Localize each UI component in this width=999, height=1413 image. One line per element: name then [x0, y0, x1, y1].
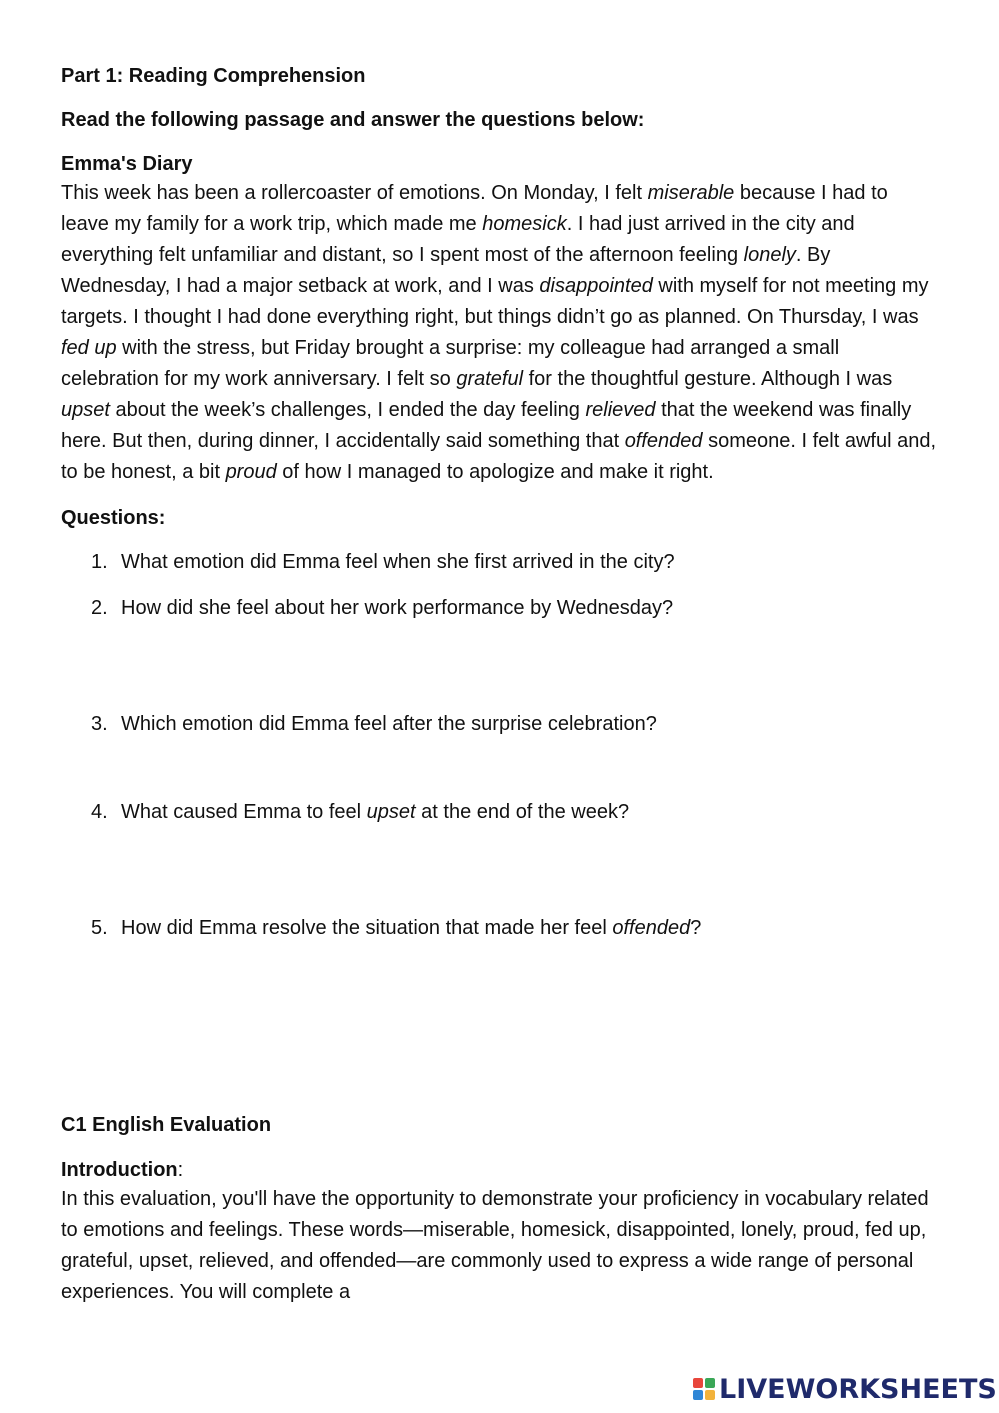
- emotion-word: proud: [225, 461, 277, 483]
- question-item: [61, 710, 941, 738]
- logo-square: [693, 1390, 703, 1400]
- emotion-word: homesick: [482, 213, 567, 235]
- text-run: of how I managed to apologize and make it right.: [276, 461, 714, 483]
- diary-passage: [61, 178, 941, 488]
- liveworksheets-logo: [693, 1373, 997, 1405]
- question-number: 2.: [91, 597, 108, 619]
- text-run: . By Wednesday, I had a major setback at work, and I was: [61, 244, 831, 297]
- text-run: What caused Emma to feel: [121, 801, 367, 823]
- emotion-word: fed up: [61, 337, 117, 359]
- text-run: about the week’s challenges, I ended the day feeling: [109, 399, 586, 421]
- question-item: [61, 594, 941, 622]
- question-item: [61, 798, 941, 826]
- emotion-word: grateful: [456, 368, 524, 390]
- emotion-word: miserable: [647, 182, 735, 204]
- text-run: at the end of the week?: [415, 801, 630, 823]
- text-run: Which emotion did Emma feel after the surprise celebration?: [121, 713, 657, 735]
- text-run: with myself for not meeting my targets. I thought I had done everything right, but things didn’t go as planned. On Thursday, I was: [61, 275, 929, 328]
- text-run: . I had just arrived in the city and everything felt unfamiliar and distant, so I spent most of the afternoon feeling: [61, 213, 855, 266]
- instruction: Read the following passage and answer the questions below:: [61, 109, 645, 131]
- evaluation-title: C1 English Evaluation: [61, 1114, 272, 1136]
- question-item: [61, 548, 941, 576]
- emotion-word: lonely: [743, 244, 796, 266]
- intro-colon: :: [177, 1159, 184, 1181]
- text-run: ?: [690, 917, 702, 939]
- question-number: 1.: [91, 551, 108, 573]
- logo-square: [705, 1390, 715, 1400]
- emotion-word: relieved: [585, 399, 656, 421]
- text-run: that the weekend was finally here. But then, during dinner, I accidentally said something that: [61, 399, 912, 452]
- text-run: How did she feel about her work performance by Wednesday?: [121, 597, 674, 619]
- question-number: 4.: [91, 801, 108, 823]
- text-run: with the stress, but Friday brought a surprise: my colleague had arranged a small celebration for my work anniversary. I felt so: [61, 337, 840, 390]
- question-item: [61, 914, 941, 942]
- question-text: [121, 713, 657, 735]
- question-text: [121, 917, 701, 939]
- text-run: because I had to leave my family for a work trip, which made me: [61, 182, 888, 235]
- brand-logo-icon: [693, 1378, 715, 1400]
- question-list: [61, 548, 941, 942]
- emotion-word: offended: [624, 430, 703, 452]
- text-run: How did Emma resolve the situation that made her feel: [121, 917, 613, 939]
- question-text: [121, 597, 673, 619]
- question-number: 3.: [91, 713, 108, 735]
- text-run: This week has been a rollercoaster of emotions. On Monday, I felt: [61, 182, 648, 204]
- emotion-word: offended: [612, 917, 691, 939]
- worksheet-page: [61, 60, 941, 1303]
- introduction-heading: [61, 1156, 941, 1184]
- text-run: What emotion did Emma feel when she first arrived in the city?: [121, 551, 675, 573]
- text-run: someone. I felt awful and, to be honest, a bit: [61, 430, 937, 483]
- introduction-block: [61, 1156, 941, 1308]
- questions-heading: Questions:: [61, 507, 166, 529]
- logo-square: [693, 1378, 703, 1388]
- emotion-word: upset: [61, 399, 110, 421]
- question-text: [121, 801, 629, 823]
- logo-square: [705, 1378, 715, 1388]
- part-title: Part 1: Reading Comprehension: [61, 65, 366, 87]
- diary-title: Emma's Diary: [61, 153, 193, 175]
- question-number: 5.: [91, 917, 108, 939]
- intro-label: Introduction: [61, 1159, 178, 1181]
- text-run: for the thoughtful gesture. Although I was: [523, 368, 893, 390]
- brand-name: LIVEWORKSHEETS: [719, 1373, 997, 1405]
- emotion-word: disappointed: [539, 275, 653, 297]
- question-text: [121, 551, 675, 573]
- emotion-word: upset: [366, 801, 416, 823]
- introduction-text: In this evaluation, you'll have the opportunity to demonstrate your proficiency in vocabulary related to emotions and feelings. These words—miserable, homesick, disappointed, lonely, proud, fed up, grateful, upset, relieved, and offended—are commonly used to express a wide range of personal experiences. You will complete a: [61, 1188, 929, 1303]
